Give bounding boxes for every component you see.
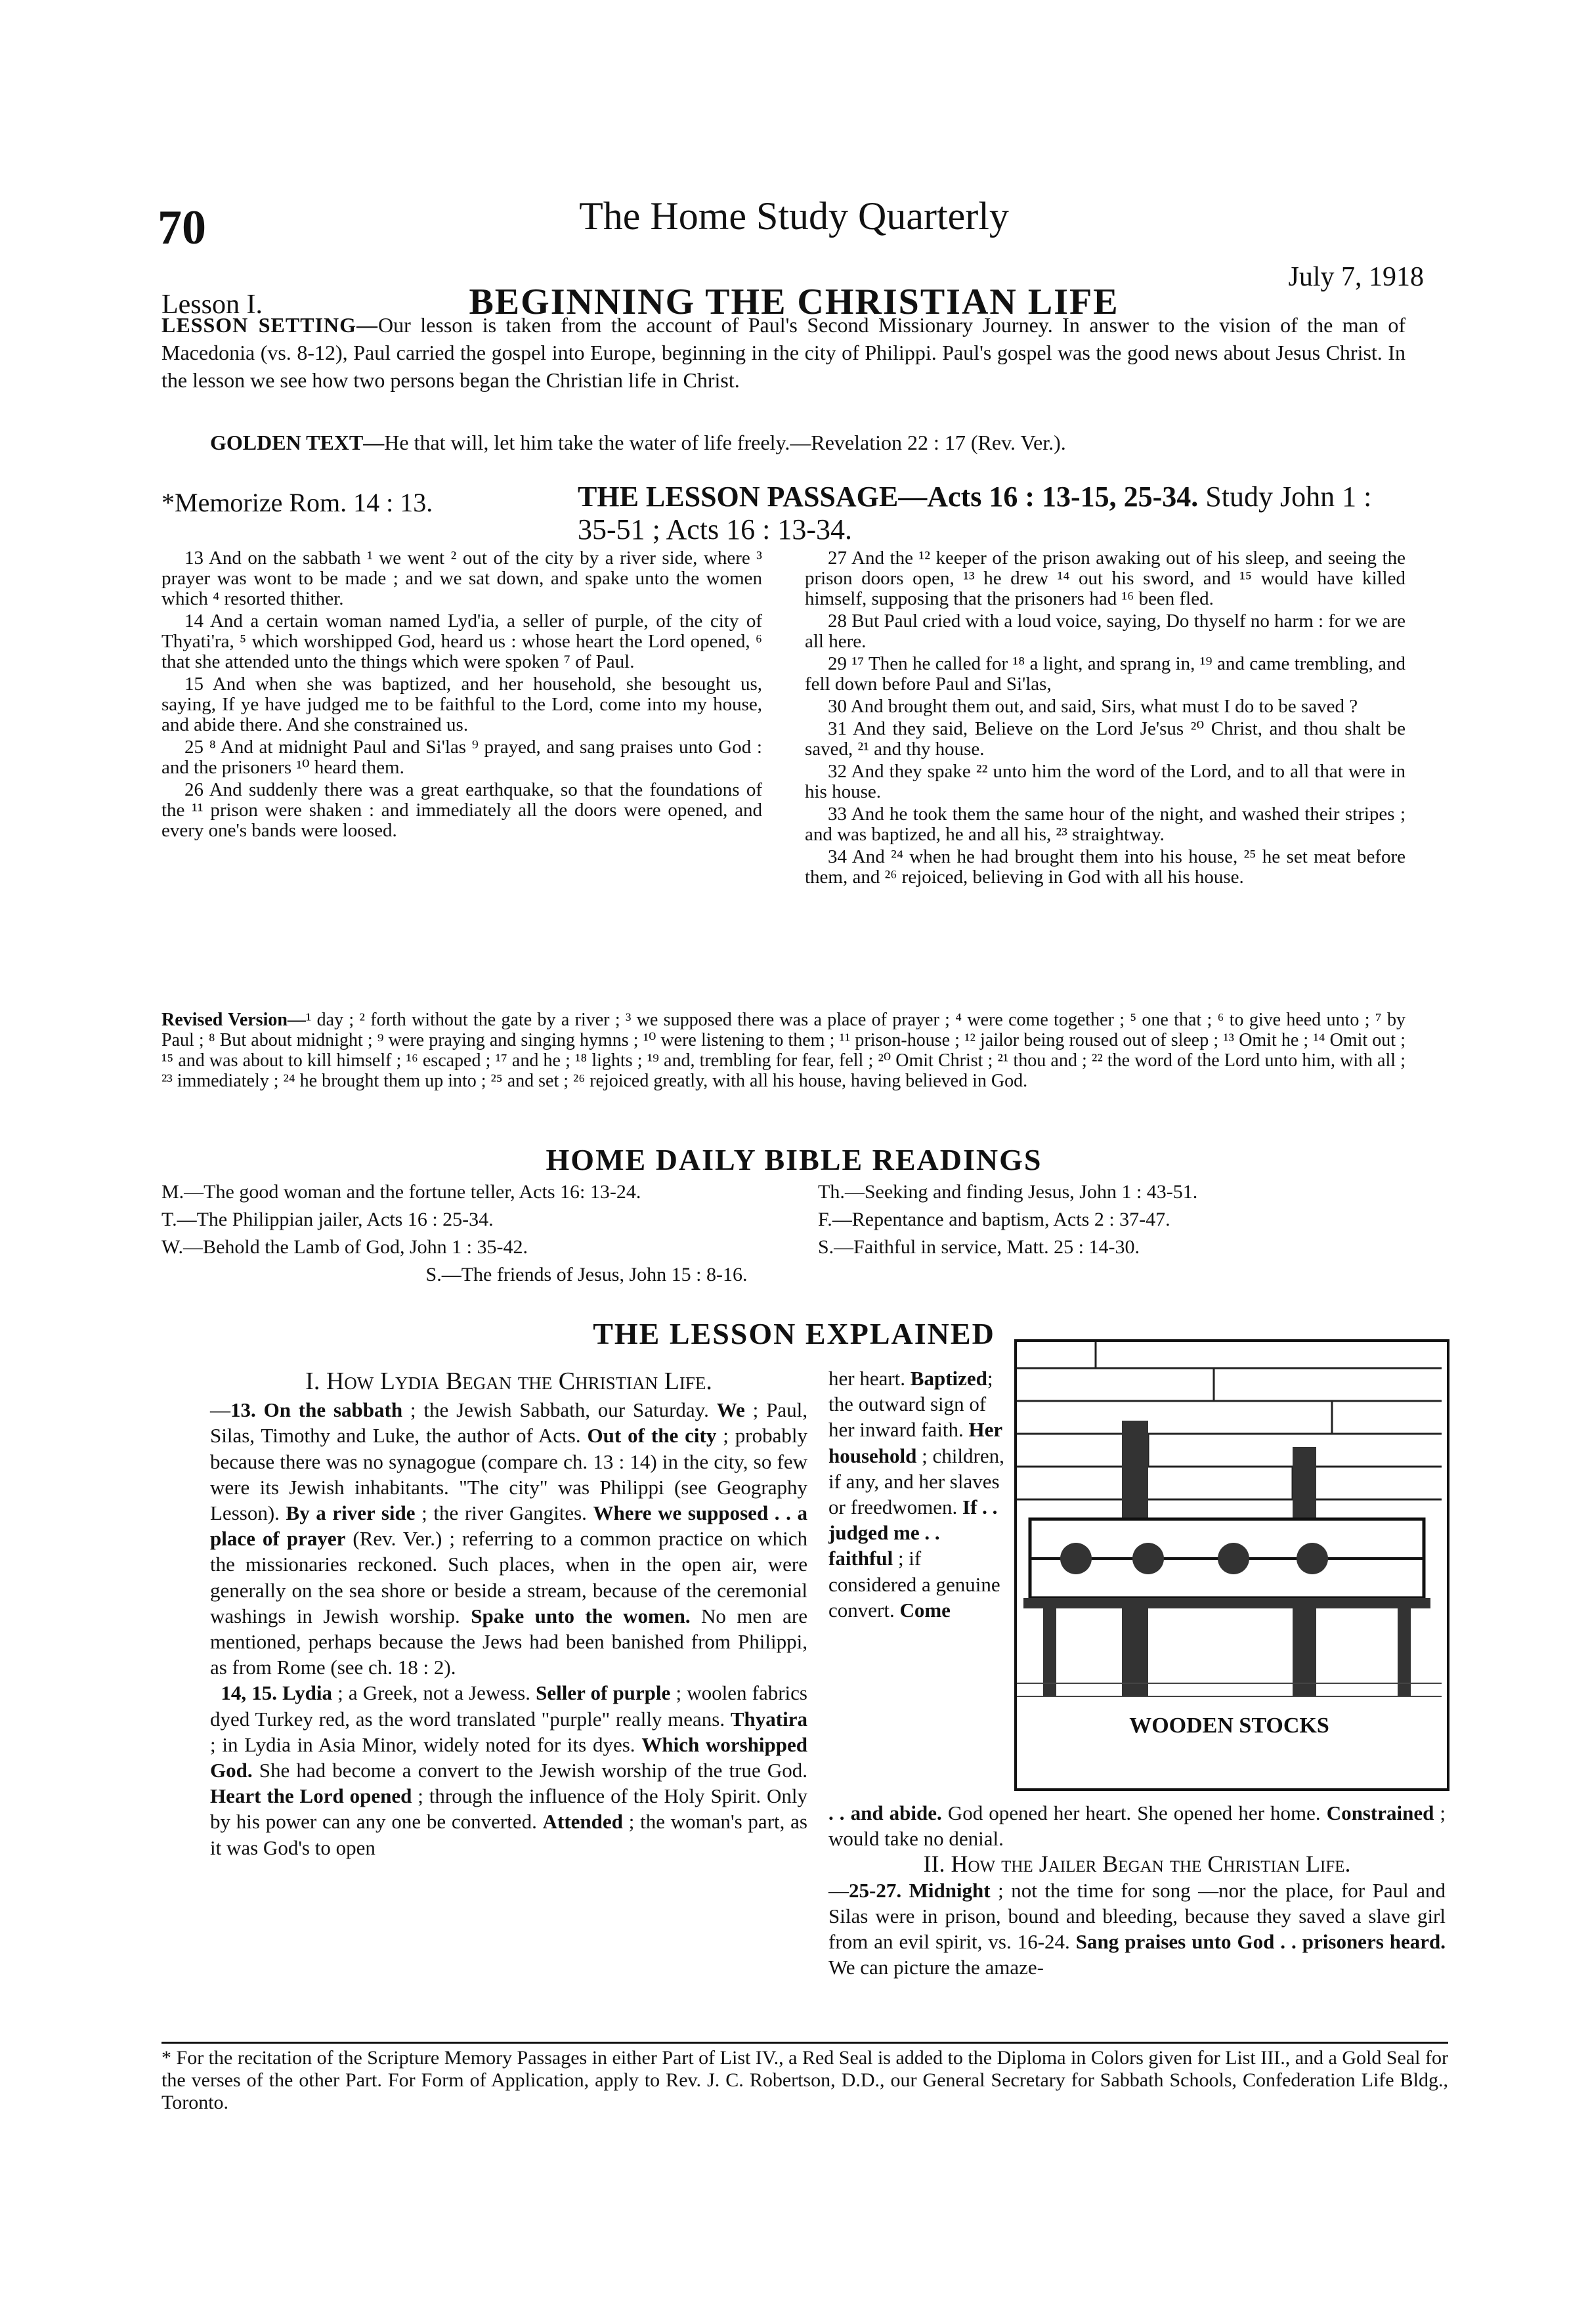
daily-readings — [161, 1178, 1406, 1289]
verse: 25 ⁸ And at midnight Paul and Si'las ⁹ prayed, and sang praises unto God : and the prisoners ¹⁰ heard them. — [161, 737, 762, 778]
passage-study: Study John 1 : 35-51 ; Acts 16 : 13-34. — [578, 481, 1372, 546]
memorize-note: *Memorize Rom. 14 : 13. — [161, 488, 433, 517]
setting-label: LESSON SETTING— — [161, 313, 379, 337]
scripture-right-column — [805, 548, 1406, 890]
verse: 26 And suddenly there was a great earthquake, so that the foundations of the ¹¹ prison were shaken : and immediately all the doors were opened, and every one's bands were loosed. — [161, 779, 762, 841]
lesson-passage — [578, 481, 1405, 546]
reading-item: T.—The Philippian jailer, Acts 16 : 25-34. — [161, 1209, 494, 1230]
section-title: II. How the Jailer Began the Christian Life. — [923, 1851, 1351, 1878]
lesson-date: July 7, 1918 — [1288, 262, 1424, 292]
footnote: * For the recitation of the Scripture Memory Passages in either Part of List IV., a Red Seal is added to the Diploma in Colors given for List III., and a Gold Seal for the verses of the other Part. For Form of Application, apply to Rev. J. C. Robertson, D.D., our General Secretary for Sabbath Schools, Confederation Life Bldg., Toronto. — [161, 2047, 1448, 2113]
figure-caption: WOODEN STOCKS — [1129, 1713, 1329, 1738]
verse: 31 And they said, Believe on the Lord Je'sus ²⁰ Christ, and thou shalt be saved, ²¹ and thy house. — [805, 718, 1406, 760]
commentary-text: —13. On the sabbath ; the Jewish Sabbath, our Saturday. We ; Paul, Silas, Timothy and Luke, the author of Acts. Out of the city ; probably because there was no synagogue (compare ch. 13 : 14) in the city, so few were its Jewish inhabitants. "The city" was Philippi (see Geography Lesson). By a river side ; the river Gangites. Where we supposed . . a place of prayer (Rev. Ver.) ; referring to a common practice on which the missionaries reckoned. Such places, when in the open air, were generally on the sea shore or beside a stream, because of the ceremonial washings in Jewish worship. Spake unto the women. No men are mentioned, perhaps because the Jews had been banished from Philippi, as from Rome (see ch. 18 : 2). 14, 15. Lydia ; a Greek, not a Jewess. Seller of purple ; woolen fabrics dyed Turkey red, as the word translated "purple" really means. Thyatira ; in Lydia in Asia Minor, widely noted for its dyes. Which worshipped God. She had become a convert to the Jewish worship of the true God. Heart the Lord opened ; through the influence of the Holy Spirit. Only by his power can any one be converted. Attended ; the woman's part, as it was God's to open — [210, 1398, 808, 1859]
golden-text — [210, 431, 1405, 455]
commentary-continued: . . and abide. God opened her heart. She opened her home. Constrained ; would take no denial. — [828, 1801, 1446, 1851]
reading-item: W.—Behold the Lamb of God, John 1 : 35-42. — [161, 1236, 528, 1258]
scripture-left-column — [161, 548, 762, 890]
journal-title: The Home Study Quarterly — [579, 194, 1009, 238]
golden-label: GOLDEN TEXT— — [210, 431, 385, 454]
scripture-columns — [161, 548, 1406, 890]
passage-heading: THE LESSON PASSAGE—Acts 16 : 13-15, 25-34. — [578, 481, 1199, 513]
verse: 28 But Paul cried with a loud voice, saying, Do thyself no harm : for we are all here. — [805, 611, 1406, 652]
revised-version — [161, 1010, 1406, 1091]
verse: 33 And he took them the same hour of the night, and washed their stripes ; and was baptized, he and all his, ²³ straightway. — [805, 804, 1406, 845]
verse: 27 And the ¹² keeper of the prison awaking out of his sleep, and seeing the prison doors open, ¹³ he drew ¹⁴ out his sword, and ¹⁵ would have killed himself, supposing that the prisoners had ¹⁶ been fled. — [805, 548, 1406, 609]
explained-narrow-column: her heart. Baptized; the outward sign of her inward faith. Her household ; children, if any, and her slaves or freedwomen. If . . judged me . . faithful ; if considered a genuine convert. Come — [828, 1367, 1004, 1622]
verse: 14 And a certain woman named Lyd'ia, a seller of purple, of the city of Thyati'ra, ⁵ which worshipped God, heard us : whose heart the Lord opened, ⁶ that she attended unto the things which were spoken ⁷ of Paul. — [161, 611, 762, 672]
lesson-number: Lesson I. — [161, 290, 263, 320]
reading-item: M.—The good woman and the fortune teller, Acts 16: 13-24. — [161, 1181, 641, 1203]
section-title: I. How Lydia Began the Christian Life. — [305, 1367, 712, 1395]
commentary-text: —25-27. Midnight ; not the time for song —nor the place, for Paul and Silas were in prison, bound and bleeding, because they saved a slave girl from an evil spirit, vs. 16-24. Sang praises unto God . . prisoners heard. We can picture the amaze- — [828, 1878, 1446, 1979]
reading-item: S.—Faithful in service, Matt. 25 : 14-30. — [818, 1236, 1140, 1258]
stocks-illustration — [1017, 1342, 1442, 1710]
explained-heading: THE LESSON EXPLAINED — [593, 1317, 995, 1350]
verse: 30 And brought them out, and said, Sirs, what must I do to be saved ? — [828, 696, 1358, 717]
page-number: 70 — [158, 201, 206, 255]
reading-item: Th.—Seeking and finding Jesus, John 1 : 43-51. — [818, 1181, 1198, 1203]
revised-text: ¹ day ; ² forth without the gate by a river ; ³ we supposed there was a place of prayer ; ⁴ were come together ; ⁵ one that ; ⁶ to give heed unto ; ⁷ by Paul ; ⁸ But about midnight ; ⁹ were praying and singing hymns ; ¹⁰ were listening to them ; ¹¹ prison-house ; ¹² jailor being roused out of sleep ; ¹³ Omit he ; ¹⁴ Omit out ; ¹⁵ and was about to kill himself ; ¹⁶ escaped ; ¹⁷ and he ; ¹⁸ lights ; ¹⁹ and, trembling for fear, fell ; ²⁰ Omit Christ ; ²¹ thou and ; ²² the word of the Lord unto him, with all ; ²³ immediately ; ²⁴ he brought them up into ; ²⁵ and set ; ²⁶ rejoiced greatly, with all his house, having believed in God. — [161, 1010, 1406, 1091]
readings-heading: HOME DAILY BIBLE READINGS — [546, 1143, 1042, 1176]
reading-item: F.—Repentance and baptism, Acts 2 : 37-47. — [818, 1209, 1170, 1230]
golden-body: He that will, let him take the water of life freely.—Revelation 22 : 17 (Rev. Ver.). — [384, 431, 1066, 454]
verse: 29 ¹⁷ Then he called for ¹⁸ a light, and sprang in, ¹⁹ and came trembling, and fell down before Paul and Si'las, — [805, 653, 1406, 695]
verse: 15 And when she was baptized, and her household, she besought us, saying, If ye have judged me to be faithful to the Lord, come into my house, and abide there. And she constrained us. — [161, 674, 762, 735]
setting-text: Our lesson is taken from the account of Paul's Second Missionary Journey. In answer to the vision of the man of Macedonia (vs. 8-12), Paul carried the gospel into Europe, beginning in the city of Philippi. Paul's gospel was the good news about Jesus Christ. In the lesson we see how two persons began the Christian life in Christ. — [161, 313, 1406, 392]
verse: 13 And on the sabbath ¹ we went ² out of the city by a river side, where ³ prayer was wont to be made ; and we sat down, and spake unto the women which ⁴ resorted thither. — [161, 548, 762, 609]
verse: 34 And ²⁴ when he had brought them into his house, ²⁵ he set meat before them, and ²⁶ rejoiced, believing in God with all his house. — [805, 846, 1406, 888]
explained-left-column — [210, 1369, 807, 1861]
lesson-title: BEGINNING THE CHRISTIAN LIFE — [469, 282, 1119, 322]
footnote-divider — [161, 2042, 1448, 2044]
lesson-setting — [161, 311, 1406, 394]
reading-item: S.—The friends of Jesus, John 15 : 8-16. — [425, 1264, 748, 1285]
explained-right-column — [828, 1800, 1446, 1980]
verse: 32 And they spake ²² unto him the word of the Lord, and to all that were in his house. — [805, 761, 1406, 802]
revised-label: Revised Version— — [161, 1010, 306, 1030]
